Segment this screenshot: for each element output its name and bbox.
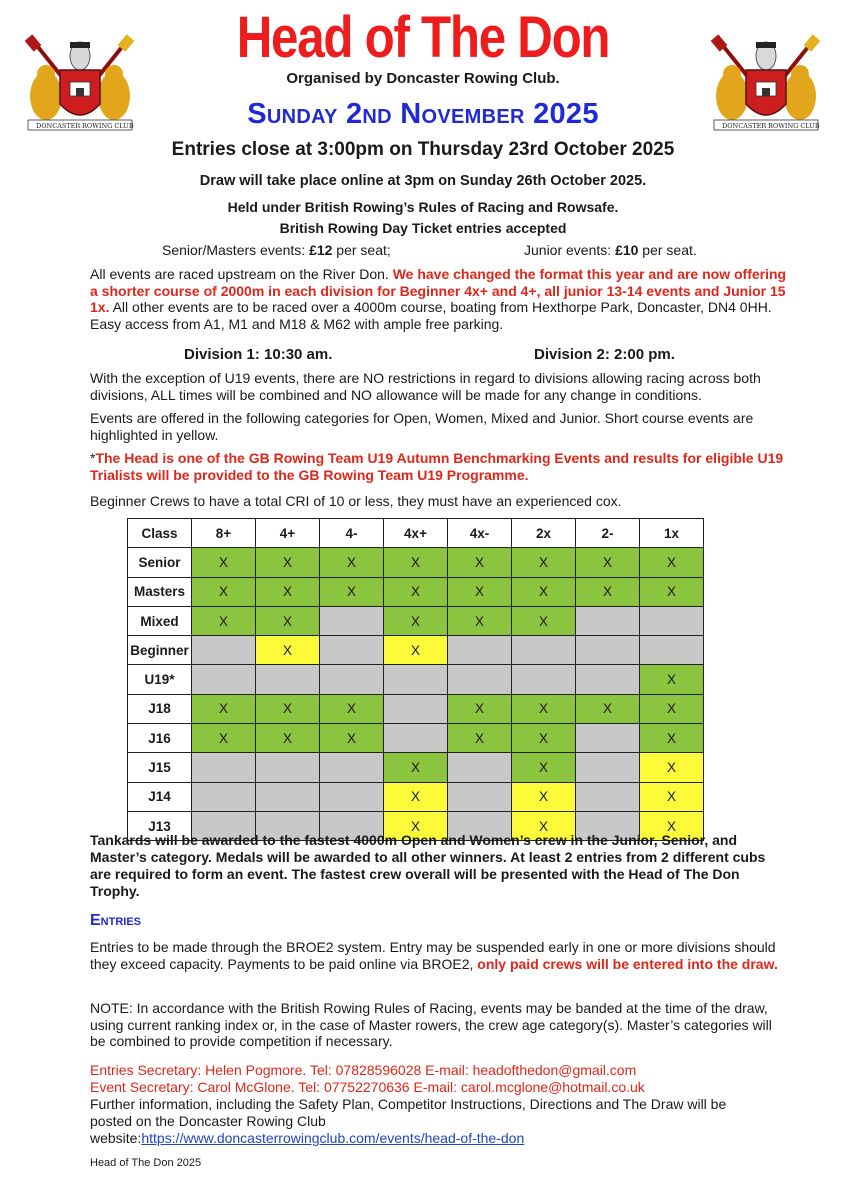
event-cell: X: [512, 753, 576, 782]
event-cell: [640, 606, 704, 635]
entries-secretary: Entries Secretary: Helen Pogmore. Tel: 07828596028 E-mail: headofthedon@gmail.com: [90, 1062, 637, 1078]
entries-close: Entries close at 3:00pm on Thursday 23rd October 2025: [171, 139, 675, 160]
page-title: Head of The Don: [236, 5, 610, 70]
event-cell: [256, 782, 320, 811]
event-cell: X: [320, 724, 384, 753]
event-cell: X: [640, 694, 704, 723]
event-cell: [512, 665, 576, 694]
event-cell: X: [640, 665, 704, 694]
note-paragraph: NOTE: In accordance with the British Rowing Rules of Racing, events may be banded at the time of the draw, using current ranking index or, in the case of Master rowers, the crew age category(s). Master’s categories will be combined to provide competition if necessary.: [90, 1000, 772, 1049]
event-cell: X: [256, 548, 320, 577]
website-link[interactable]: https://www.doncasterrowingclub.com/events/head-of-the-don: [141, 1130, 525, 1146]
senior-fee: Senior/Masters events: £12 per seat;: [162, 242, 391, 258]
beginner-paragraph: Beginner Crews to have a total CRI of 10 or less, they must have an experienced cox.: [90, 493, 622, 509]
event-cell: [192, 782, 256, 811]
rules-line: Held under British Rowing’s Rules of Racing and Rowsafe.: [227, 199, 619, 215]
event-cell: X: [192, 548, 256, 577]
event-cell: X: [640, 548, 704, 577]
junior-fee: Junior events: £10 per seat.: [524, 242, 697, 258]
event-cell: X: [256, 577, 320, 606]
column-header: 4x-: [448, 519, 512, 548]
event-cell: [256, 753, 320, 782]
event-cell: X: [448, 606, 512, 635]
event-cell: X: [576, 548, 640, 577]
event-cell: [192, 753, 256, 782]
event-cell: X: [640, 724, 704, 753]
event-cell: X: [192, 694, 256, 723]
entries-paragraph: Entries to be made through the BROE2 system. Entry may be suspended early in one or more divisions should they exceed capacity. Payments to be paid online via BROE2, only paid crews will be entered into the draw.: [90, 939, 778, 972]
row-label: Senior: [128, 548, 192, 577]
crest-banner-right: ROWING CLUB: [768, 122, 820, 130]
column-header: 4x+: [384, 519, 448, 548]
event-cell: X: [192, 724, 256, 753]
event-cell: X: [576, 577, 640, 606]
column-header: 8+: [192, 519, 256, 548]
event-cell: X: [512, 548, 576, 577]
categories-paragraph: Events are offered in the following categories for Open, Women, Mixed and Junior. Short course events are highlighted in yellow.: [90, 410, 754, 443]
event-cell: X: [512, 606, 576, 635]
event-cell: X: [320, 694, 384, 723]
event-cell: X: [192, 606, 256, 635]
event-cell: [576, 753, 640, 782]
table-row: [128, 606, 704, 635]
event-cell: X: [640, 577, 704, 606]
event-cell: X: [640, 753, 704, 782]
table-row: [128, 636, 704, 665]
tankards-paragraph: Tankards will be awarded to the fastest 4000m Open and Women’s crew in the Junior, Senior, and Master’s category. Medals will be awarded to all other winners. At least 2 entries from 2 different cubs are required to form an event. The fastest crew overall will be presented with the Head of The Don Trophy.: [90, 832, 766, 899]
row-label: Masters: [128, 577, 192, 606]
restrictions-paragraph: With the exception of U19 events, there are NO restrictions in regard to divisions allowing racing across both divisions, ALL times will be combined and NO allowance will be made for any change in conditions.: [90, 370, 761, 403]
table-row: [128, 694, 704, 723]
event-cell: X: [640, 782, 704, 811]
event-cell: X: [384, 577, 448, 606]
event-cell: X: [256, 694, 320, 723]
event-cell: [576, 636, 640, 665]
column-header: 1x: [640, 519, 704, 548]
crest-banner-left: DONCASTER: [722, 122, 767, 130]
event-cell: X: [512, 782, 576, 811]
table-row: [128, 782, 704, 811]
row-label: J16: [128, 724, 192, 753]
event-cell: [192, 665, 256, 694]
event-cell: X: [512, 811, 576, 840]
event-table: [127, 518, 704, 841]
event-cell: [320, 782, 384, 811]
event-cell: X: [320, 548, 384, 577]
event-cell: [320, 636, 384, 665]
event-cell: X: [512, 577, 576, 606]
entries-heading: Entries: [90, 912, 142, 929]
event-cell: X: [384, 606, 448, 635]
event-cell: [320, 665, 384, 694]
footer: Head of The Don 2025: [90, 1157, 202, 1169]
table-row: [128, 665, 704, 694]
column-header: 2x: [512, 519, 576, 548]
event-cell: X: [320, 577, 384, 606]
website-line: website:https://www.doncasterrowingclub.com/events/head-of-the-don: [90, 1130, 525, 1146]
event-cell: X: [448, 724, 512, 753]
event-cell: [448, 636, 512, 665]
day-ticket-line: British Rowing Day Ticket entries accepted: [279, 220, 567, 236]
event-cell: [640, 636, 704, 665]
event-cell: [384, 694, 448, 723]
event-cell: [448, 665, 512, 694]
event-secretary: Event Secretary: Carol McGlone. Tel: 07752270636 E-mail: carol.mcglone@hotmail.co.uk: [90, 1079, 645, 1095]
organiser-line: Organised by Doncaster Rowing Club.: [286, 70, 560, 87]
event-cell: X: [384, 811, 448, 840]
table-row: [128, 577, 704, 606]
event-cell: [576, 724, 640, 753]
row-label: J18: [128, 694, 192, 723]
further-info: Further information, including the Safety Plan, Competitor Instructions, Directions and The Draw will be posted on the Doncaster Rowing Club: [90, 1096, 727, 1129]
column-header: 2-: [576, 519, 640, 548]
event-cell: [512, 636, 576, 665]
event-cell: X: [384, 782, 448, 811]
event-cell: [320, 606, 384, 635]
row-label: J15: [128, 753, 192, 782]
column-header: 4-: [320, 519, 384, 548]
event-cell: X: [640, 811, 704, 840]
division-2-time: Division 2: 2:00 pm.: [534, 346, 675, 363]
row-label: Mixed: [128, 606, 192, 635]
event-cell: X: [448, 548, 512, 577]
row-label: Beginner: [128, 636, 192, 665]
event-cell: X: [384, 548, 448, 577]
event-cell: X: [448, 694, 512, 723]
event-cell: X: [256, 636, 320, 665]
event-cell: X: [384, 753, 448, 782]
crest-banner-right: ROWING CLUB: [82, 122, 134, 130]
event-cell: X: [512, 694, 576, 723]
event-cell: X: [512, 724, 576, 753]
division-1-time: Division 1: 10:30 am.: [184, 346, 333, 363]
row-label: J13: [128, 811, 192, 840]
column-header: 4+: [256, 519, 320, 548]
crest-banner-left: DONCASTER: [36, 122, 81, 130]
event-cell: X: [192, 577, 256, 606]
event-cell: X: [256, 724, 320, 753]
table-row: [128, 753, 704, 782]
draw-info: Draw will take place online at 3pm on Sunday 26th October 2025.: [199, 173, 647, 189]
row-label: J14: [128, 782, 192, 811]
table-row: [128, 548, 704, 577]
event-cell: [576, 782, 640, 811]
table-corner: Class: [128, 519, 192, 548]
event-cell: [384, 665, 448, 694]
event-cell: [192, 636, 256, 665]
event-cell: X: [384, 636, 448, 665]
event-cell: [448, 782, 512, 811]
event-cell: X: [576, 694, 640, 723]
course-paragraph: All events are raced upstream on the River Don. We have changed the format this year and are now offering a shorter course of 2000m in each division for Beginner 4x+ and 4+, all junior 13-14 events and Junior 15 1x. All other events are to be raced over a 4000m course, boating from Hexthorpe Park, Doncaster, DN4 0HH. Easy access from A1, M1 and M18 & M62 with ample free parking.: [90, 266, 787, 332]
event-date: Sunday 2nd November 2025: [247, 98, 599, 130]
table-header-row: [128, 519, 704, 548]
event-cell: [576, 606, 640, 635]
event-cell: [320, 753, 384, 782]
event-cell: X: [256, 606, 320, 635]
event-cell: X: [448, 577, 512, 606]
table-row: [128, 724, 704, 753]
row-label: U19*: [128, 665, 192, 694]
event-cell: [384, 724, 448, 753]
gb-benchmark-paragraph: *The Head is one of the GB Rowing Team U19 Autumn Benchmarking Events and results for eligible U19 Trialists will be provided to the GB Rowing Team U19 Programme.: [90, 450, 784, 483]
event-cell: [576, 665, 640, 694]
event-cell: [256, 665, 320, 694]
event-cell: [448, 753, 512, 782]
